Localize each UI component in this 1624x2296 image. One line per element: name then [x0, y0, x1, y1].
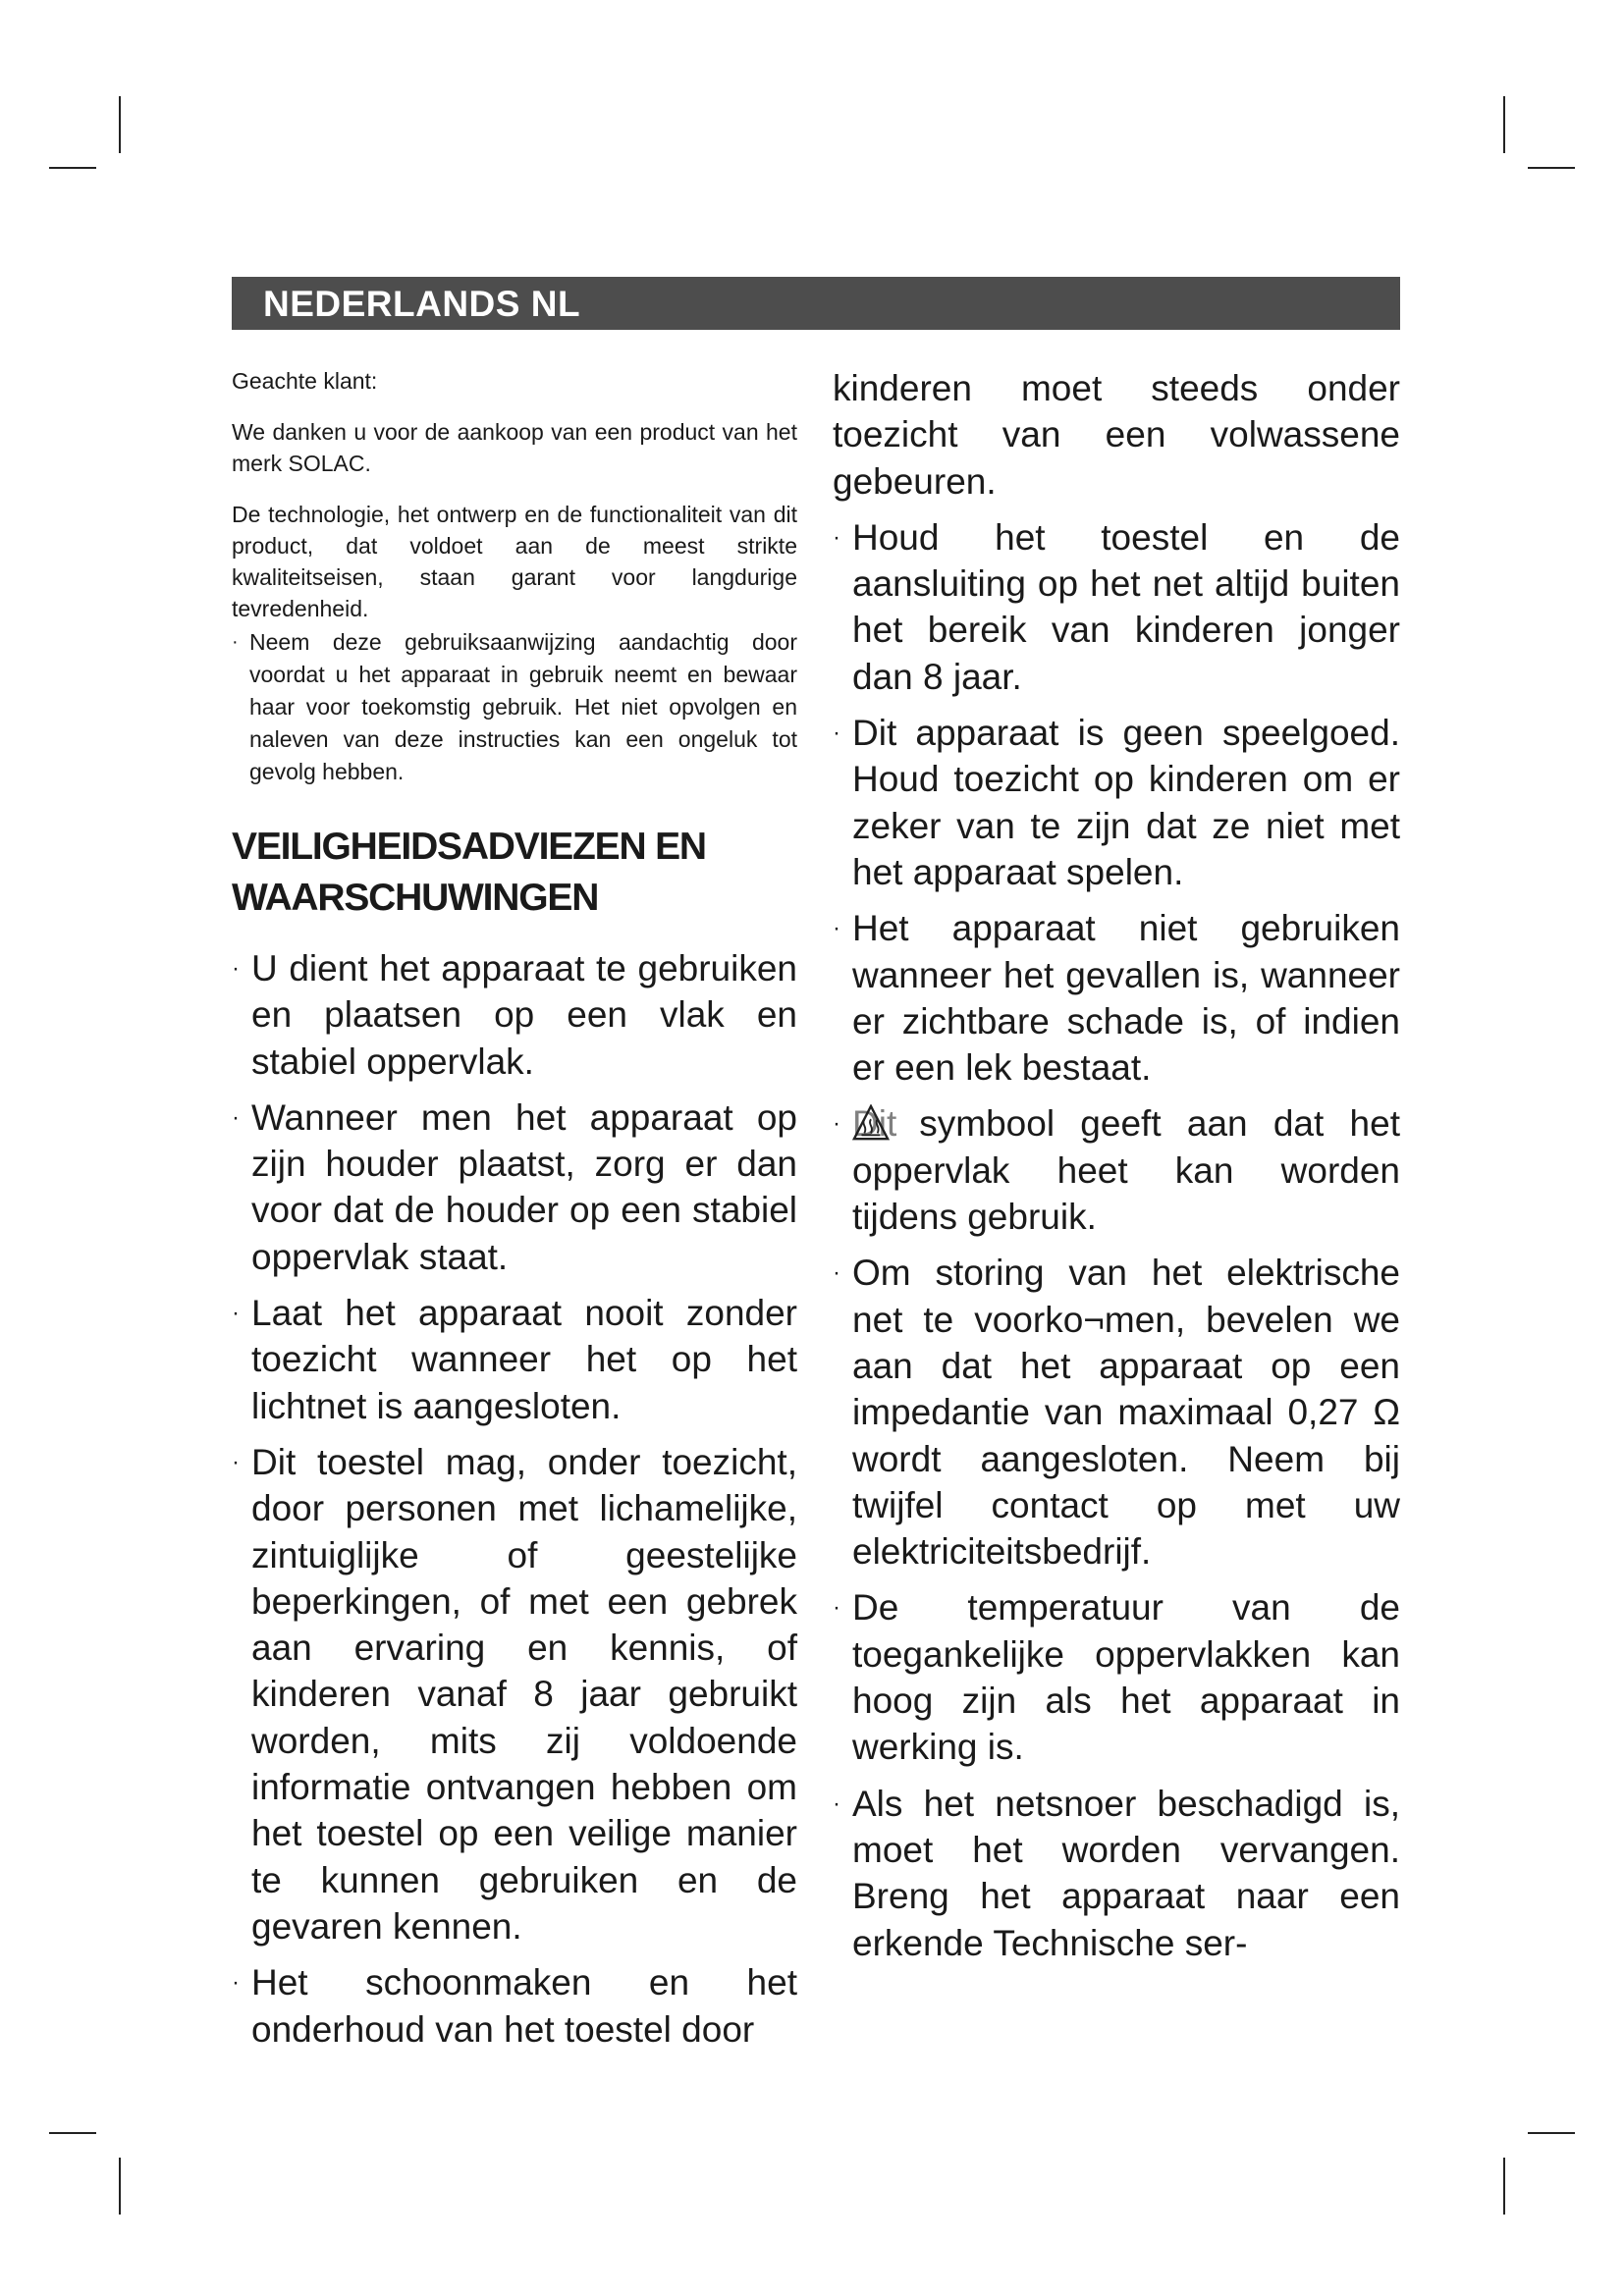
list-item: · Dit toestel mag, onder toezicht, door personen met lichamelijke, zintuiglijke of geestelijke beperkingen, of met een gebrek aan ervaring en kennis, of kinderen vanaf 8 jaar gebruikt worden, mits zij voldoende informatie ontvangen hebben om het toestel op een veilige manier te kunnen gebruiken en de gevaren kennen.: [232, 1441, 797, 1947]
list-item: · U dient het apparaat te gebruiken en plaatsen op een vlak en stabiel oppervlak.: [232, 948, 797, 1082]
crop-mark: [119, 2158, 121, 2215]
crop-mark: [1528, 167, 1575, 169]
safety-list-right: [833, 514, 1400, 1966]
intro-list: [232, 626, 797, 788]
thanks-paragraph: We danken u voor de aankoop van een product van het merk SOLAC.: [232, 419, 797, 476]
list-item: · Neem deze gebruiksaanwijzing aandachtig door voordat u het apparaat in gebruik neemt en bewaar haar voor toekomstig gebruik. Het niet opvolgen en naleven van deze instructies kan een ongeluk tot gevolg hebben.: [232, 629, 797, 784]
symbol-prefix: Dit: [852, 1103, 897, 1145]
language-banner: NEDERLANDS NL: [232, 277, 1400, 330]
crop-mark: [119, 96, 121, 153]
safety-list-left: [232, 945, 797, 2053]
list-item: · Dit symbool geeft aan dat het oppervlak heet kan worden tijdens gebruik.: [833, 1100, 1400, 1240]
list-item: · Het apparaat niet gebruiken wanneer het gevallen is, wanneer er zichtbare schade is, of indien er een lek bestaat.: [833, 908, 1400, 1089]
continued-paragraph: kinderen moet steeds onder toezicht van een volwassene gebeuren.: [833, 368, 1400, 502]
crop-mark: [1528, 2132, 1575, 2134]
list-item: · Om storing van het elektrische net te voorko¬men, bevelen we aan dat het apparaat op een impedantie van maximaal 0,27 Ω wordt aangesloten. Neem bij twijfel contact op met uw elektriciteitsbedrijf.: [833, 1253, 1400, 1573]
crop-mark: [1503, 2158, 1505, 2215]
list-item: · De temperatuur van de toegankelijke oppervlakken kan hoog zijn als het apparaat in werking is.: [833, 1587, 1400, 1768]
list-item: · Het schoonmaken en het onderhoud van het toestel door: [232, 1962, 797, 2050]
list-item: · Laat het apparaat nooit zonder toezicht wanneer het op het lichtnet is aangesloten.: [232, 1293, 797, 1426]
technology-paragraph: De technologie, het ontwerp en de functionaliteit van dit product, dat voldoet aan de meest strikte kwaliteitseisen, staan garant voor langdurige tevredenheid.: [232, 502, 797, 621]
crop-mark: [49, 2132, 96, 2134]
list-item: · Als het netsnoer beschadigd is, moet het worden vervangen. Breng het apparaat naar een erkende Technische ser-: [833, 1783, 1400, 1963]
list-item: · Dit apparaat is geen speelgoed. Houd toezicht op kinderen om er zeker van te zijn dat ze niet met het apparaat spelen.: [833, 713, 1400, 892]
crop-mark: [1503, 96, 1505, 153]
list-item: · Houd het toestel en de aansluiting op het net altijd buiten het bereik van kinderen jonger dan 8 jaar.: [833, 516, 1400, 697]
left-column: [232, 365, 797, 2062]
section-heading: VEILIGHEIDSADVIEZEN EN WAARSCHUWINGEN: [232, 826, 706, 919]
right-column: [833, 365, 1400, 1976]
crop-mark: [49, 167, 96, 169]
greeting: Geachte klant:: [232, 368, 378, 394]
intro-section: [232, 365, 797, 788]
list-item: · Wanneer men het apparaat op zijn houder plaatst, zorg er dan voor dat de houder op een stabiel oppervlak staat.: [232, 1096, 797, 1277]
